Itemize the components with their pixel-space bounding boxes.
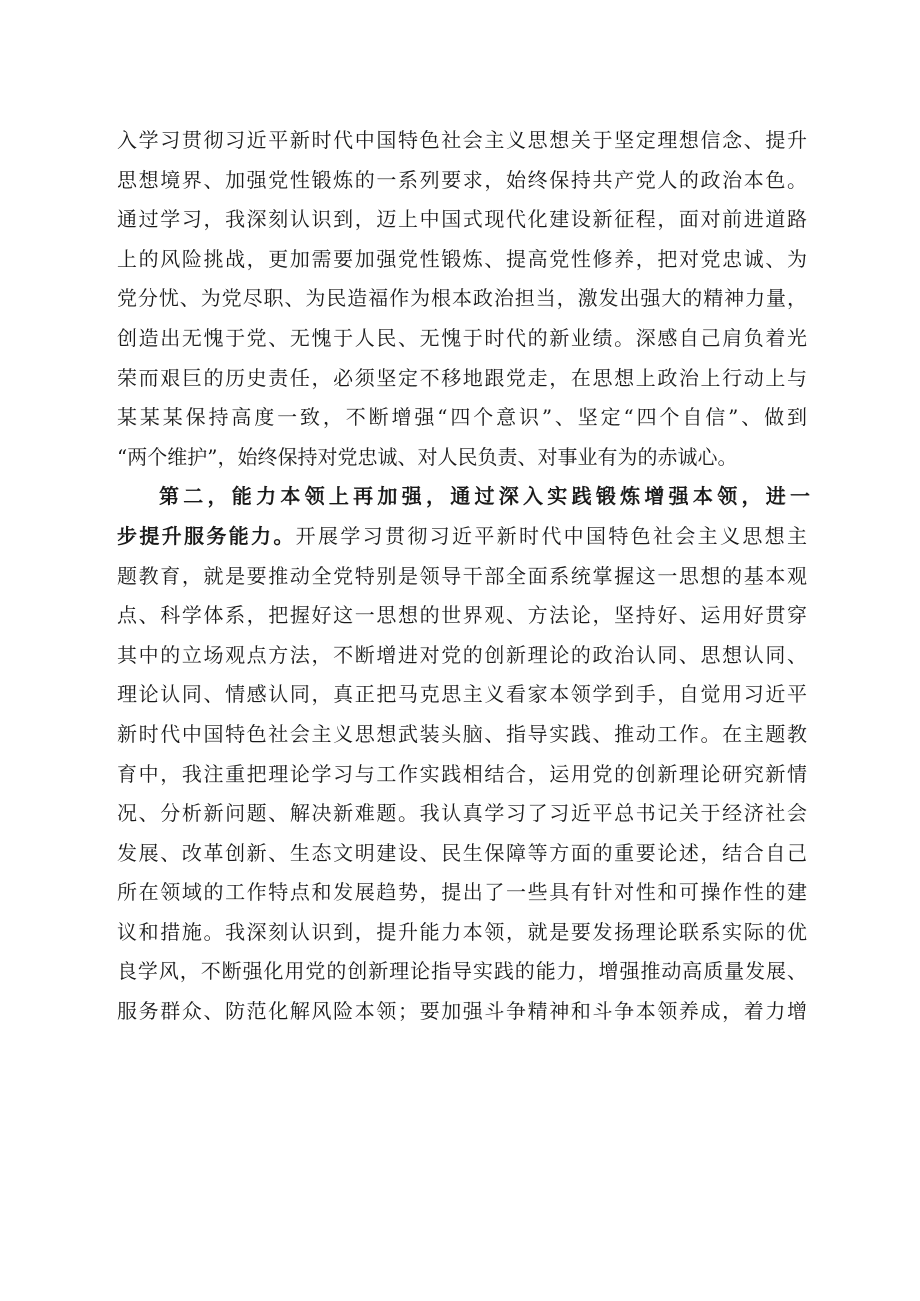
text-line: 荣而艰巨的历史责任，必须坚定不移地跟党走，在思想上政治上行动上与 — [117, 365, 807, 390]
section-heading: 第二，能力本领上再加强，通过深入实践锻炼增强本领，进一 — [159, 484, 807, 509]
paragraph-2 — [117, 477, 807, 1031]
text-line: 服务群众、防范化解风险本领；要加强斗争精神和斗争本领养成，着力增 — [117, 999, 807, 1024]
section-heading-continued: 步提升服务能力。 — [117, 523, 296, 548]
text-line: 其中的立场观点方法，不断增进对党的创新理论的政治认同、思想认同、 — [117, 642, 807, 667]
text-line: 通过学习，我深刻认识到，迈上中国式现代化建设新征程，面对前进道路 — [117, 207, 807, 232]
text-line: 况、分析新问题、解决新难题。我认真学习了习近平总书记关于经济社会 — [117, 801, 807, 826]
text-line: “两个维护”，始终保持对党忠诚、对人民负责、对事业有为的赤诚心。 — [117, 444, 738, 469]
text-line: 入学习贯彻习近平新时代中国特色社会主义思想关于坚定理想信念、提升 — [117, 128, 807, 152]
text-line: 上的风险挑战，更加需要加强党性锻炼、提高党性修养，把对党忠诚、为 — [117, 246, 807, 271]
text-span: 开展学习贯彻习近平新时代中国特色社会主义思想主 — [295, 523, 808, 548]
text-line: 议和措施。我深刻认识到，提升能力本领，就是要发扬理论联系实际的优 — [117, 919, 807, 944]
text-line: 某某某保持高度一致，不断增强“四个意识”、坚定“四个自信”、做到 — [117, 405, 807, 430]
text-line: 党分忧、为党尽职、为民造福作为根本政治担当，激发出强大的精神力量， — [117, 286, 807, 311]
paragraph-1 — [117, 121, 807, 477]
heading-line — [117, 477, 807, 517]
text-line: 理论认同、情感认同，真正把马克思主义看家本领学到手，自觉用习近平 — [117, 682, 807, 707]
text-line — [117, 517, 807, 557]
text-line: 良学风，不断强化用党的创新理论指导实践的能力，增强推动高质量发展、 — [117, 959, 807, 984]
text-line: 育中，我注重把理论学习与工作实践相结合，运用党的创新理论研究新情 — [117, 761, 807, 786]
text-line: 题教育，就是要推动全党特别是领导干部全面系统掌握这一思想的基本观 — [117, 563, 807, 588]
text-line: 思想境界、加强党性锻炼的一系列要求，始终保持共产党人的政治本色。 — [117, 167, 807, 192]
text-line: 所在领域的工作特点和发展趋势，提出了一些具有针对性和可操作性的建 — [117, 880, 807, 905]
text-line: 发展、改革创新、生态文明建设、民生保障等方面的重要论述，结合自己 — [117, 840, 807, 865]
text-line: 新时代中国特色社会主义思想武装头脑、指导实践、推动工作。在主题教 — [117, 721, 807, 746]
text-line: 创造出无愧于党、无愧于人民、无愧于时代的新业绩。深感自己肩负着光 — [117, 325, 807, 350]
body-text — [117, 121, 807, 1032]
text-line: 点、科学体系，把握好这一思想的世界观、方法论，坚持好、运用好贯穿 — [117, 603, 807, 628]
